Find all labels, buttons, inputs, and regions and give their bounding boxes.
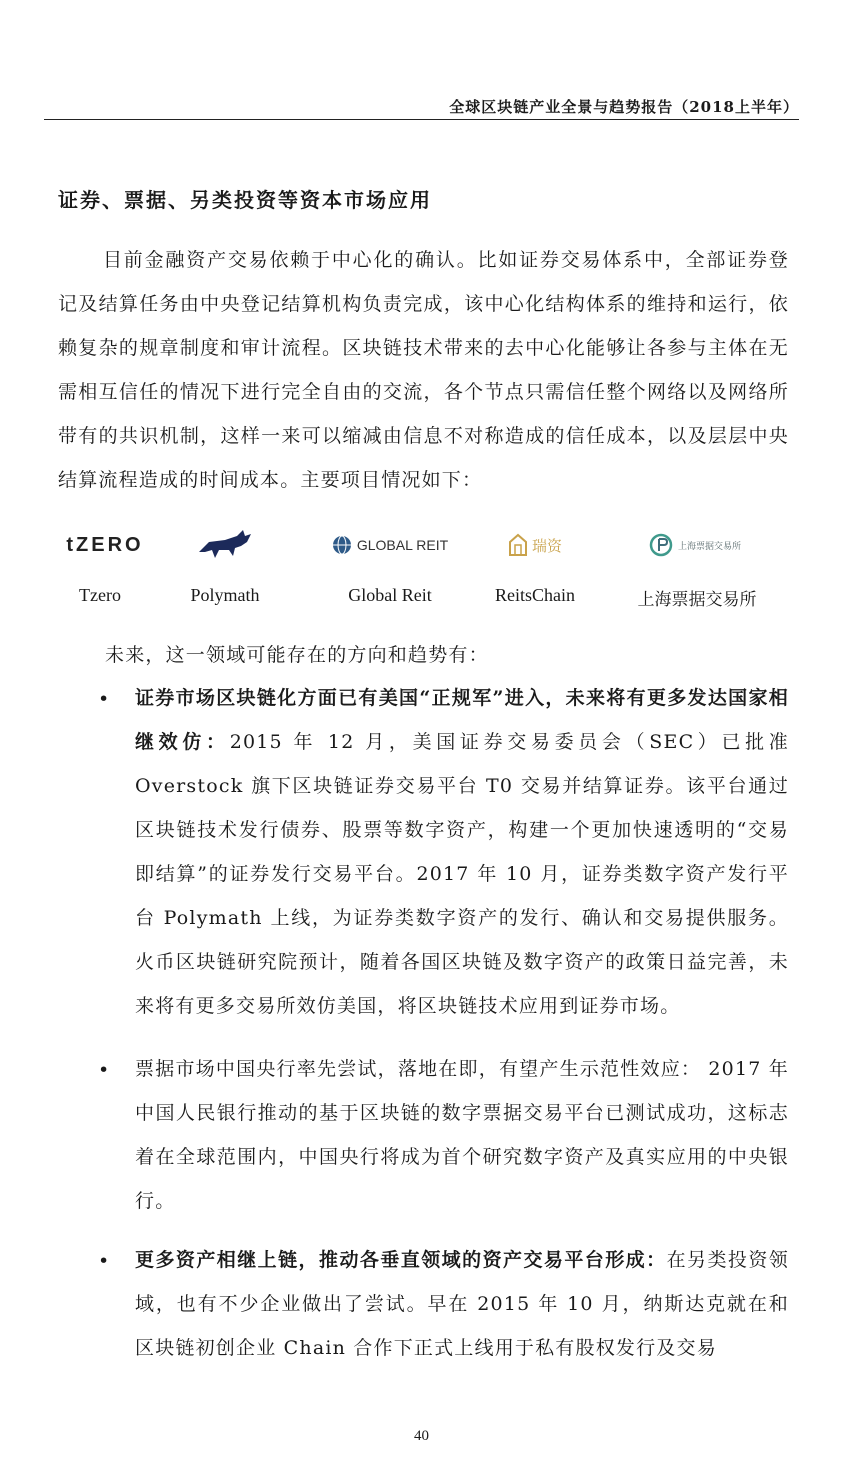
bullet-paragraph-bills [135,1047,789,1223]
bullet-body: 在另类投资领域，也有不少企业做出了尝试。早在 2015 年 10 月，纳斯达克就在和区块链初创企业 Chain 合作下正式上线用于私有股权发行及交易 [135,1249,790,1359]
intro-paragraph: 目前金融资产交易依赖于中心化的确认。比如证券交易体系中，全部证券登记及结算任务由中央登记结算机构负责完成，该中心化结构体系的维持和运行，依赖复杂的规章制度和审计流程。区块链技术带来的去中心化能够让各参与主体在无需相互信任的情况下进行完全自由的交流，各个节点只需信任整个网络以及网络所带有的共识机制，这样一来可以缩减由信息不对称造成的信任成本，以及层层中央结算流程造成的时间成本。主要项目情况如下： [58,249,789,491]
bullet-paragraph-alt-assets [135,1238,789,1370]
global-reit-logo-text: GLOBAL REIT [356,537,449,553]
header-rule [44,119,799,120]
trends-intro: 未来，这一领域可能存在的方向和趋势有： [105,644,489,666]
globe-icon [332,535,352,555]
tzero-label: Tzero [79,585,121,605]
shanghai-exchange-label: 上海票据交易所 [637,590,757,610]
shanghai-exchange-logo [630,520,760,570]
bullet-marker: • [98,688,110,710]
shanghai-exchange-logo-text: 上海票据交易所 [677,541,741,552]
running-header: 全球区块链产业全景与趋势报告（2018上半年） [449,98,799,116]
polymath-label: Polymath [190,585,260,605]
reitschain-logo-text: 瑞资 [531,536,562,555]
page-number: 40 [414,1428,429,1444]
bullet-marker: • [98,1250,110,1272]
global-reit-logo [315,520,465,570]
bull-icon [195,528,255,562]
tzero-logo-mark: tZERO [66,533,144,556]
bullet-paragraph-securities [135,676,789,1028]
reitschain-label: ReitsChain [495,585,575,605]
section-title: 证券、票据、另类投资等资本市场应用 [58,188,432,212]
bullet-heading: 证券市场区块链化方面已有美国“正规军”进入，未来将有更多发达国家相继效仿： [135,687,789,753]
bullet-body: 2015 年 12 月，美国证券交易委员会（SEC）已批准 Overstock 旗下区块链证券交易平台 T0 交易并结算证券。该平台通过区块链技术发行债券、股票等数字资产，构建一个更加快速透明的“交易即结算”的证券发行交易平台。2017 年 10 月，证券类数字资产发行平台 Polymath 上线，为证券类数字资产的发行、确认和交易提供服务。火币区块链研究院预计，随着各国区块链及数字资产的政策日益完善，未来将有更多交易所效仿美国，将区块链技术应用到证券市场。 [135,731,789,1017]
global-reit-label: Global Reit [348,585,432,605]
bullet-body: 票据市场中国央行率先尝试，落地在即，有望产生示范性效应： 2017 年中国人民银行推动的基于区块链的数字票据交易平台已测试成功，这标志着在全球范围内，中国央行将成为首个研究数字资产及真实应用的中央银行。 [135,1058,789,1212]
house-icon [508,533,528,557]
reitschain-logo [490,520,580,570]
exchange-emblem-icon [649,533,673,557]
project-logos [50,520,800,620]
bullet-marker: • [98,1059,110,1081]
tzero-logo [50,520,160,570]
polymath-logo [185,520,265,570]
bullet-heading: 更多资产相继上链，推动各垂直领域的资产交易平台形成： [135,1249,667,1271]
